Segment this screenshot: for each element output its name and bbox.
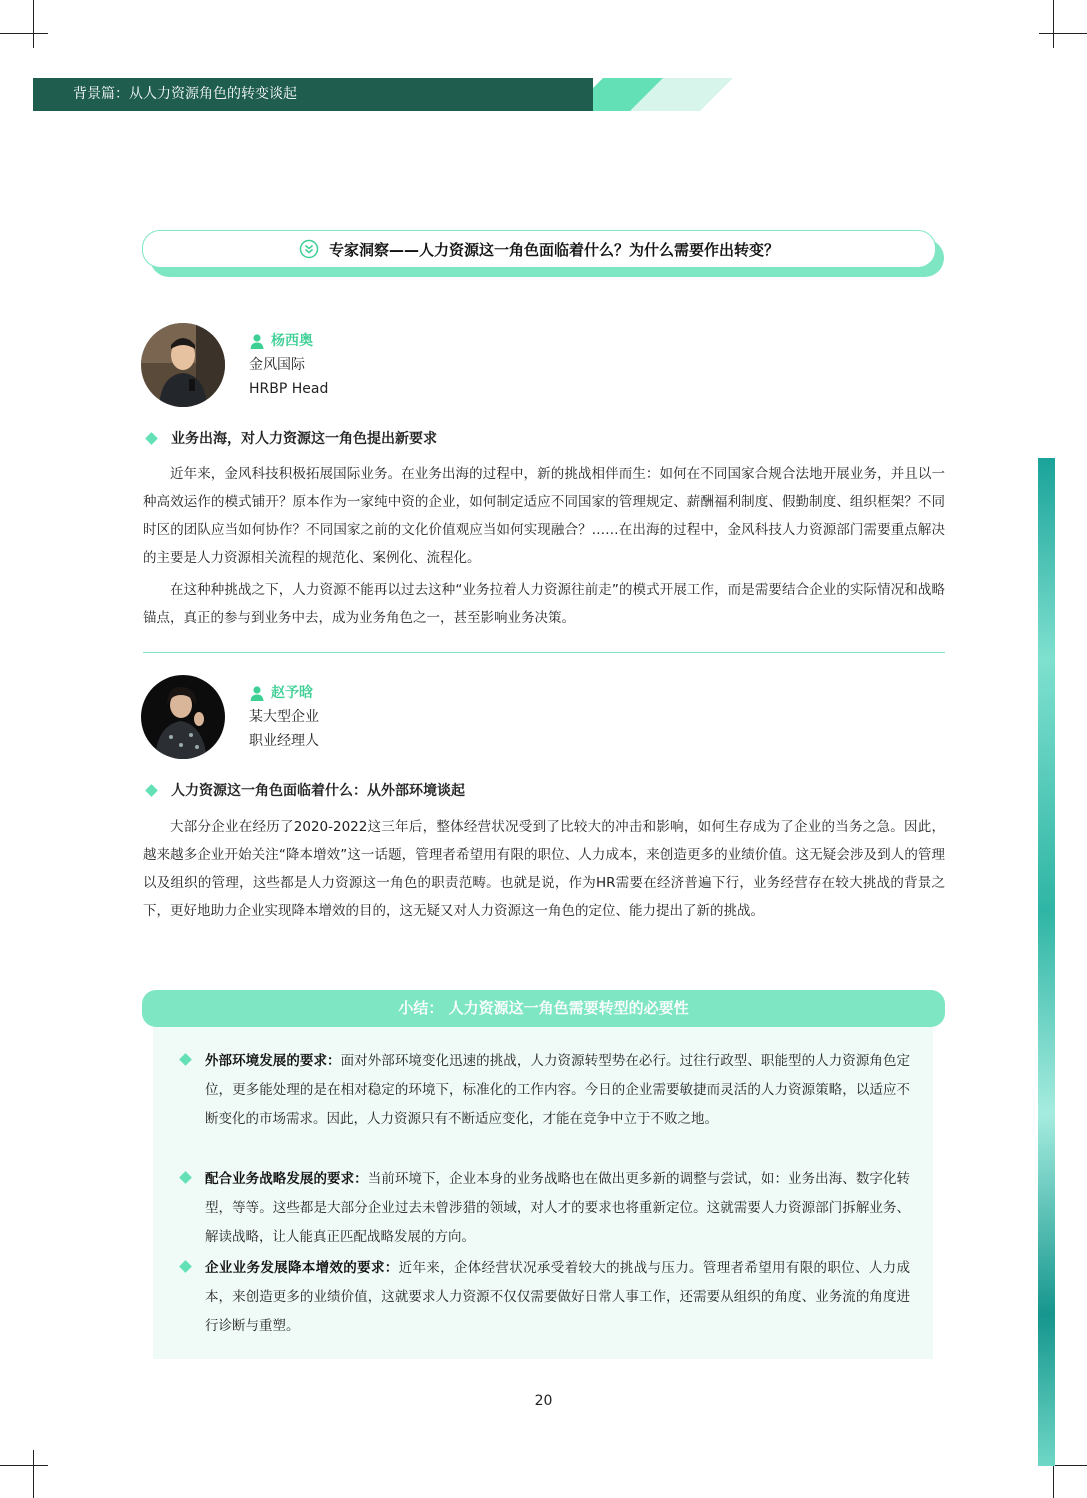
summary-item-label: 企业业务发展降本增效的要求： — [205, 1260, 399, 1276]
expert-name-row-2 — [249, 681, 319, 705]
expert-avatar-1 — [141, 323, 225, 407]
expert-role: HRBP Head — [249, 381, 329, 397]
person-icon — [249, 333, 265, 349]
summary-item-label: 配合业务战略发展的要求： — [205, 1171, 368, 1187]
insight-title: 专家洞察——人力资源这一角色面临着什么？为什么需要作出转变？ — [328, 240, 779, 259]
page-number: 20 — [534, 1393, 553, 1409]
person-icon — [249, 685, 265, 701]
crop-mark-top-left-v — [33, 0, 34, 48]
crop-mark-top-left-h — [0, 33, 48, 34]
paragraph: 近年来，金风科技积极拓展国际业务。在业务出海的过程中，新的挑战相伴而生：如何在不同国家合规合法地开展业务，并且以一种高效运作的模式铺开？原本作为一家纯中资的企业，如何制定适应不同国家的管理规定、薪酬福利制度、假勤制度、组织框架？不同时区的团队应当如何协作？不同国家之前的文化价值观应当如何实现融合？……在出海的过程中，金风科技人力资源部门需要重点解决的主要是人力资源相关流程的规范化、案例化、流程化。 — [143, 466, 945, 566]
double-chevron-down-icon — [299, 239, 319, 259]
paragraph: 在这种种挑战之下，人力资源不能再以过去这种“业务拉着人力资源往前走”的模式开展工作，而是需要结合企业的实际情况和战略锚点，真正的参与到业务中去，成为业务角色之一，甚至影响业务决策。 — [143, 582, 945, 626]
expert-name: 赵予晗 — [271, 685, 313, 701]
expert-info-2 — [249, 681, 319, 753]
expert-name: 杨西奥 — [271, 333, 313, 349]
section-banner — [33, 78, 593, 111]
summary-item-text: 当前环境下，企业本身的业务战略也在做出更多新的调整与尝试，如：业务出海、数字化转型，等等。这些都是大部分企业过去未曾涉猎的领域，对人才的要求也将重新定位。这就需要人力资源部门拆解业务、解读战略，让人能真正匹配战略发展的方向。 — [205, 1171, 911, 1245]
heading-text: 业务出海，对人力资源这一角色提出新要求 — [171, 431, 437, 447]
crop-mark-top-right-h — [1039, 33, 1087, 34]
expert-role: 职业经理人 — [249, 733, 319, 749]
crop-mark-top-right-v — [1053, 0, 1054, 48]
section-title: 背景篇：从人力资源角色的转变谈起 — [73, 86, 297, 102]
summary-item-text: 面对外部环境变化迅速的挑战，人力资源转型势在必行。过往行政型、职能型的人力资源角色定位，更多能处理的是在相对稳定的环境下，标准化的工作内容。今日的企业需要敏捷而灵活的人力资源策略，以适应不断变化的市场需求。因此，人力资源只有不断适应变化，才能在竞争中立于不败之地。 — [205, 1053, 911, 1127]
insight-title-box — [142, 230, 936, 268]
summary-title: 小结： 人力资源这一角色需要转型的必要性 — [142, 990, 945, 1027]
expert-heading-1 — [147, 428, 437, 448]
heading-text: 人力资源这一角色面临着什么：从外部环境谈起 — [171, 783, 465, 799]
diamond-bullet-icon — [145, 784, 158, 797]
summary-item-2 — [205, 1165, 910, 1252]
expert-name-row-1 — [249, 329, 328, 353]
expert-company: 金风国际 — [249, 357, 305, 373]
summary-item-3 — [205, 1254, 910, 1341]
paragraph: 大部分企业在经历了2020-2022这三年后，整体经营状况受到了比较大的冲击和影响，如何生存成为了企业的当务之急。因此，越来越多企业开始关注“降本增效”这一话题，管理者希望用有限的职位、人力成本，来创造更多的业绩价值。这无疑会涉及到人的管理以及组织的管理，这些都是人力资源这一角色的职责范畴。也就是说，作为HR需要在经济普遍下行，业务经营存在较大挑战的背景之下，更好地助力企业实现降本增效的目的，这无疑又对人力资源这一角色的定位、能力提出了新的挑战。 — [143, 819, 945, 919]
diamond-bullet-icon — [145, 432, 158, 445]
crop-mark-bottom-left-h — [0, 1465, 48, 1466]
expert-avatar-2 — [141, 675, 225, 759]
expert-company: 某大型企业 — [249, 709, 319, 725]
crop-mark-bottom-left-v — [33, 1450, 34, 1498]
expert-heading-2 — [147, 780, 465, 800]
summary-item-label: 外部环境发展的要求： — [205, 1053, 341, 1069]
divider — [143, 652, 945, 653]
expert-info-1 — [249, 329, 328, 401]
side-decoration-strip — [1038, 458, 1055, 1466]
summary-item-1 — [205, 1047, 910, 1134]
summary-item-text: 近年来，企体经营状况承受着较大的挑战与压力。管理者希望用有限的职位、人力成本，来创造更多的业绩价值，这就要求人力资源不仅仅需要做好日常人事工作，还需要从组织的角度、业务流的角度进行诊断与重塑。 — [205, 1260, 911, 1334]
